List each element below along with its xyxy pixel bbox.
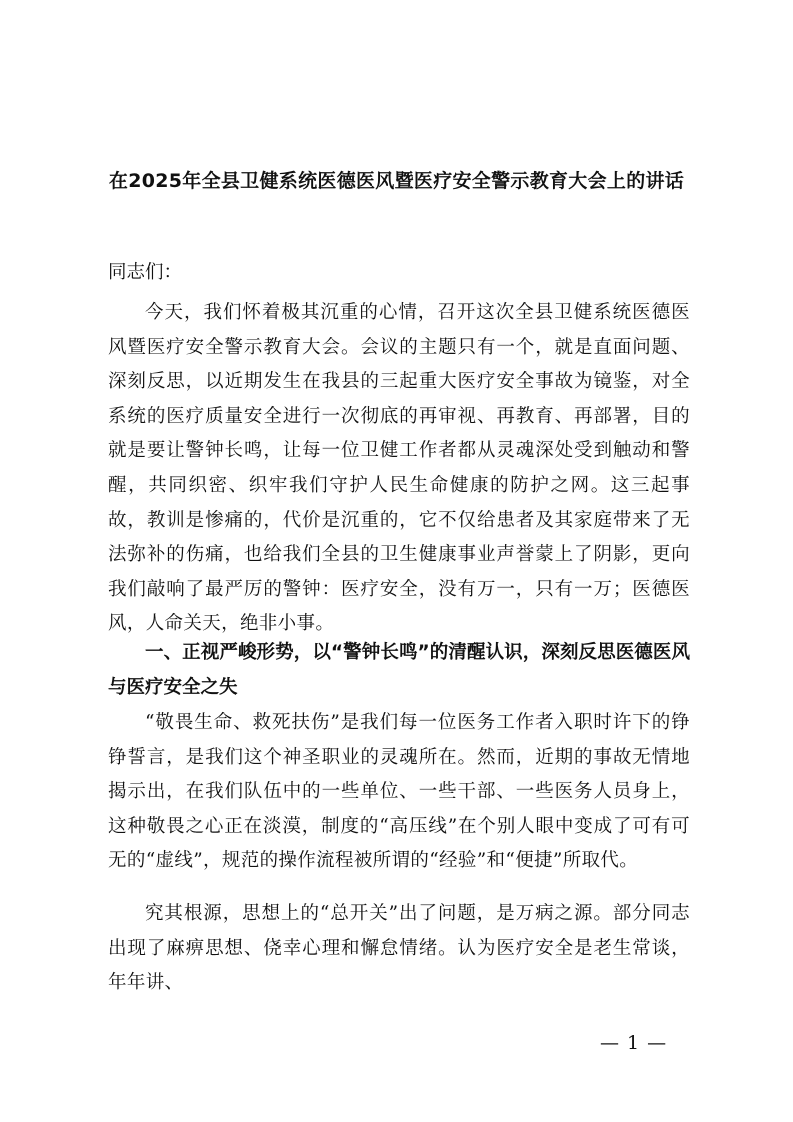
- page-number: — 1 —: [600, 1032, 668, 1054]
- salutation: 同志们：: [108, 262, 183, 283]
- paragraph-section1-b: 究其根源，思想上的“总开关”出了问题，是万病之源。部分同志出现了麻痹思想、侥幸心理和懈怠情绪。认为医疗安全是老生常谈，年年讲、: [108, 903, 690, 994]
- paragraph-opening: 今天，我们怀着极其沉重的心情，召开这次全县卫健系统医德医风暨医疗安全警示教育大会。会议的主题只有一个，就是直面问题、深刻反思，以近期发生在我县的三起重大医疗安全事故为镜鉴，对全系统的医疗质量安全进行一次彻底的再审视、再教育、再部署，目的就是要让警钟长鸣，让每一位卫健工作者都从灵魂深处受到触动和警醒，共同织密、织牢我们守护人民生命健康的防护之网。这三起事故，教训是惨痛的，代价是沉重的，它不仅给患者及其家庭带来了无法弥补的伤痛，也给我们全县的卫生健康事业声誉蒙上了阴影，更向我们敲响了最严厉的警钟：医疗安全，没有万一，只有一万；医德医风，人命关天，绝非小事。: [108, 302, 690, 635]
- paragraph-section1-a: “敬畏生命、救死扶伤”是我们每一位医务工作者入职时许下的铮铮誓言，是我们这个神圣职业的灵魂所在。然而，近期的事故无情地揭示出，在我们队伍中的一些单位、一些干部、一些医务人员身上，这种敬畏之心正在淡漠，制度的“高压线”在个别人眼中变成了可有可无的“虚线”，规范的操作流程被所谓的“经验”和“便捷”所取代。: [108, 712, 690, 872]
- document-title: 在2025年全县卫健系统医德医风暨医疗安全警示教育大会上的讲话: [108, 170, 685, 192]
- section-heading-1: 一、正视严峻形势，以“警钟长鸣”的清醒认识，深刻反思医德医风与医疗安全之失: [108, 642, 690, 698]
